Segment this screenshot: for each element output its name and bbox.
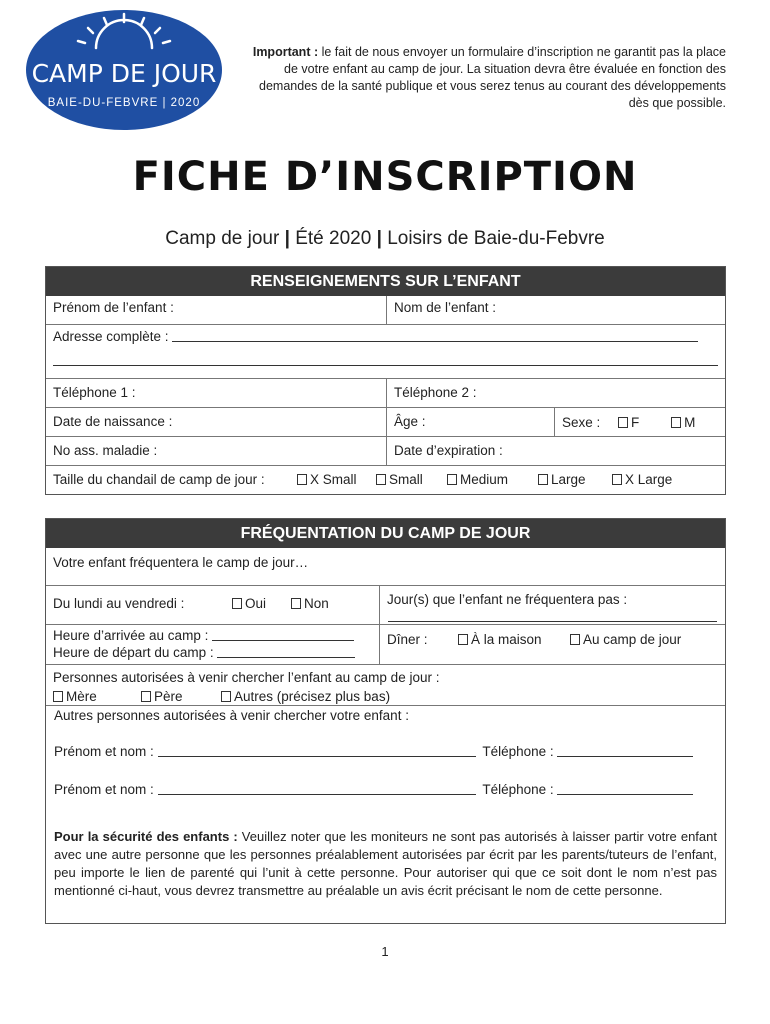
address-field[interactable] [46,325,725,378]
checkbox-icon[interactable] [141,691,151,702]
sex-m-option[interactable] [671,415,695,430]
other-persons-label: Autres personnes autorisées à venir chercher votre enfant : [54,708,409,723]
checkbox-icon[interactable] [458,634,468,645]
size-label: Medium [460,472,509,487]
camp-logo-graphic [26,8,222,130]
arrival-line [212,629,354,641]
person1-phone-label: Téléphone : [482,744,554,759]
checkbox-icon[interactable] [53,691,63,702]
size-label: X Large [625,472,673,487]
phone1-label: Téléphone 1 : [53,385,136,400]
child-info-section [45,266,726,495]
weekdays-row [46,585,725,624]
checkbox-icon[interactable] [671,417,681,428]
lunch-home-option[interactable] [458,632,542,647]
size-xlarge-option[interactable] [612,472,672,487]
camp-logo [26,8,222,130]
days-absent-field[interactable] [379,586,725,624]
attendance-intro: Votre enfant fréquentera le camp de jour… [53,555,309,570]
times-field [46,625,379,664]
person2-phone-line[interactable] [557,783,693,795]
page-subtitle [0,228,770,250]
weekdays-label: Du lundi au vendredi : [53,596,185,611]
first-name-field[interactable] [46,296,386,324]
subtitle-separator: | [376,228,382,249]
checkbox-icon[interactable] [538,474,548,485]
first-name-label: Prénom de l’enfant : [53,300,174,315]
size-label: X Small [310,472,357,487]
size-label: Large [551,472,586,487]
size-xsmall-option[interactable] [297,472,357,487]
days-absent-label: Jour(s) que l’enfant ne fréquentera pas : [387,592,628,607]
size-large-option[interactable] [538,472,586,487]
checkbox-icon[interactable] [232,598,242,609]
weekdays-field [46,586,379,624]
phone2-field[interactable] [386,379,725,407]
intro-row [46,548,725,585]
health-row [46,436,725,465]
size-small-option[interactable] [376,472,423,487]
shirt-size-field [46,466,725,494]
father-label: Père [154,689,183,704]
person1-name-label: Prénom et nom : [54,744,154,759]
logo-title: CAMP DE JOUR [31,59,217,88]
person2-phone-label: Téléphone : [482,782,554,797]
arrival-field[interactable] [53,627,372,644]
security-bold: Pour la sécurité des enfants : [54,829,238,844]
shirt-size-label: Taille du chandail de camp de jour : [53,472,265,487]
attendance-heading: FRÉQUENTATION DU CAMP DE JOUR [46,519,725,548]
page-title: FICHE D’INSCRIPTION [132,154,638,200]
departure-field[interactable] [53,644,372,661]
shirt-size-row [46,465,725,494]
address-label: Adresse complète : [53,329,169,344]
checkbox-icon[interactable] [297,474,307,485]
mother-label: Mère [66,689,97,704]
mother-option[interactable] [53,687,97,706]
father-option[interactable] [141,687,183,706]
notice-bold: Important : [252,45,319,59]
size-label: Small [389,472,423,487]
phone-row [46,378,725,407]
departure-line [217,646,355,658]
child-info-heading: RENSEIGNEMENTS SUR L’ENFANT [46,267,725,296]
checkbox-icon[interactable] [447,474,457,485]
authorized-label: Personnes autorisées à venir chercher l’enfant au camp de jour : [53,670,440,685]
birthdate-field[interactable] [46,408,386,436]
last-name-label: Nom de l’enfant : [394,300,497,315]
birthdate-label: Date de naissance : [53,414,173,429]
others-label: Autres (précisez plus bas) [234,689,391,704]
logo-subtitle: BAIE-DU-FEBVRE | 2020 [47,97,201,109]
sex-m-label: M [684,415,696,430]
expiry-label: Date d’expiration : [394,443,503,458]
important-notice [236,44,726,112]
person1-row [54,744,693,759]
lunch-camp-label: Au camp de jour [583,632,682,647]
sex-field [554,408,725,436]
address-line-2 [53,365,718,366]
attendance-section [45,518,726,924]
person2-name-line[interactable] [158,783,476,795]
sex-f-option[interactable] [618,415,639,430]
size-medium-option[interactable] [447,472,508,487]
lunch-home-label: À la maison [471,632,542,647]
page-number: 1 [381,944,389,959]
lunch-camp-option[interactable] [570,632,681,647]
person2-row [54,782,693,797]
other-persons-row [46,705,725,923]
subtitle-summer: Été 2020 [295,228,372,249]
phone1-field[interactable] [46,379,386,407]
authorized-field [46,665,725,705]
subtitle-separator: | [284,228,290,249]
person1-name-line[interactable] [158,745,476,757]
security-text: Veuillez noter que les moniteurs ne sont pas autorisés à laisser partir votre enfant avec une autre personne que les personnes préalablement autorisées par écrit par les parents/tuteurs de l’enfant, peu importe le lien de parenté qui l’unit à cette personne. Pour autoriser qui que ce soit dont le nom n’est pas mentionné ci-haut, vous devrez transmettre au préalable un avis écrit précisant le nom de cette personne. [54,829,717,898]
subtitle-leisure: Loisirs de Baie-du-Febvre [387,228,605,249]
weekdays-no-option[interactable] [291,596,329,611]
health-number-field[interactable] [46,437,386,465]
checkbox-icon[interactable] [291,598,301,609]
person2-name-label: Prénom et nom : [54,782,154,797]
checkbox-icon[interactable] [618,417,628,428]
security-notice [54,828,717,900]
last-name-field[interactable] [386,296,725,324]
age-label: Âge : [394,414,426,429]
no-label: Non [304,596,329,611]
checkbox-icon[interactable] [612,474,622,485]
person1-phone-line[interactable] [557,745,693,757]
birth-row [46,407,725,436]
address-row [46,324,725,378]
others-option[interactable] [221,687,390,706]
authorized-options [53,687,718,705]
age-field[interactable] [386,408,554,436]
checkbox-icon[interactable] [221,691,231,702]
days-absent-line [388,621,717,622]
authorized-row [46,664,725,705]
address-line [172,330,698,342]
yes-label: Oui [245,596,267,611]
checkbox-icon[interactable] [570,634,580,645]
weekdays-yes-option[interactable] [232,596,266,611]
arrival-label: Heure d’arrivée au camp : [53,628,209,643]
sex-label: Sexe : [562,415,601,430]
time-row [46,624,725,664]
departure-label: Heure de départ du camp : [53,645,214,660]
name-row [46,296,725,324]
subtitle-camp: Camp de jour [165,228,280,249]
health-number-label: No ass. maladie : [53,443,158,458]
sex-f-label: F [631,415,640,430]
expiry-field[interactable] [386,437,725,465]
checkbox-icon[interactable] [376,474,386,485]
lunch-field [379,625,725,664]
phone2-label: Téléphone 2 : [394,385,477,400]
notice-text: le fait de nous envoyer un formulaire d’inscription ne garantit pas la place de votre enfant au camp de jour. La situation devra être évaluée en fonction des demandes de la santé publique et vous serez tenus au courant des développements dès que possible. [259,45,726,110]
lunch-label: Dîner : [387,632,428,647]
